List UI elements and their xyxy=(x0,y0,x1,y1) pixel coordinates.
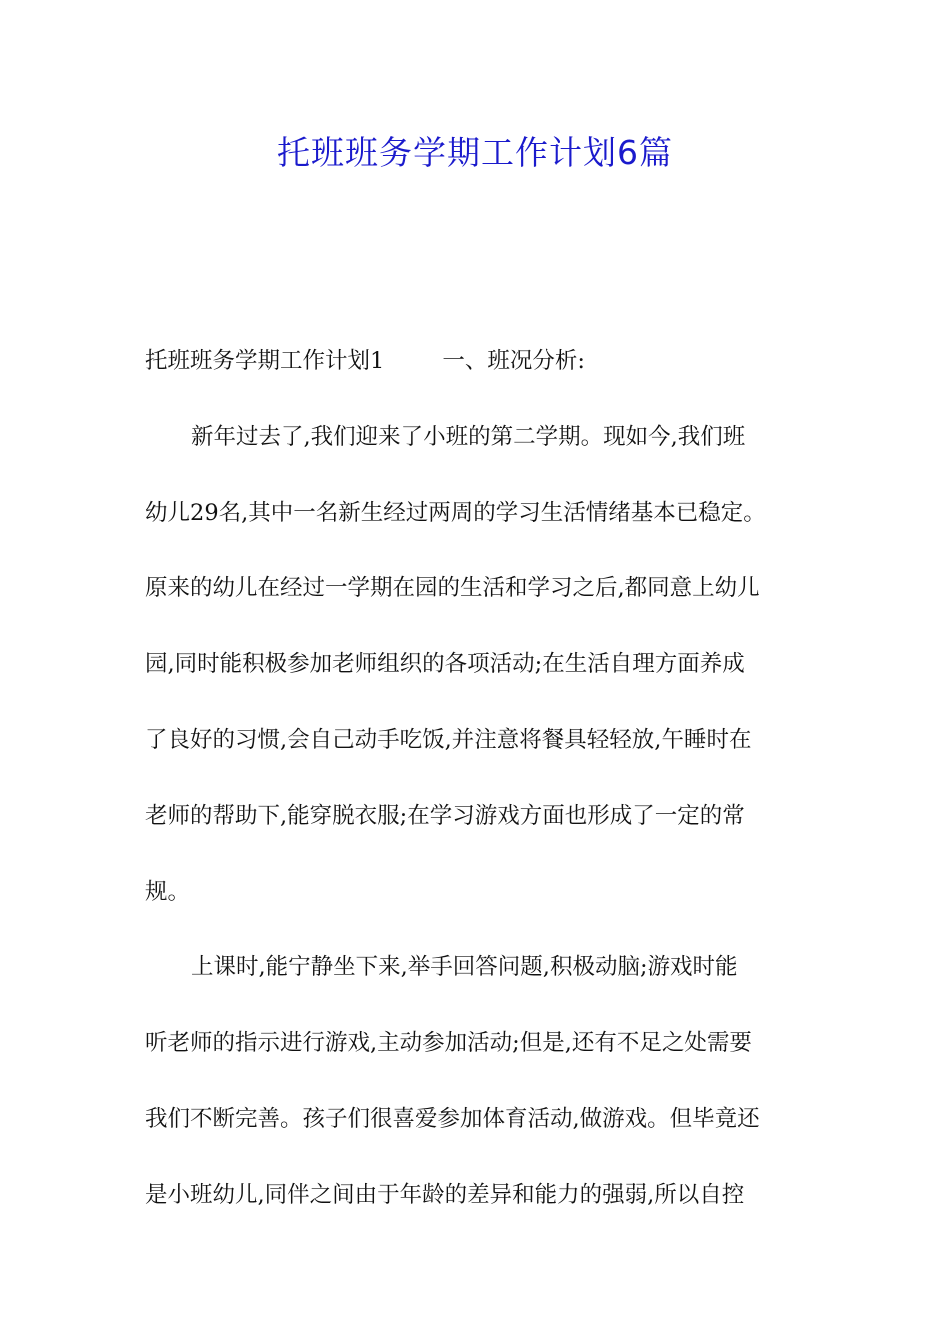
paragraph-line: 老师的帮助下,能穿脱衣服;在学习游戏方面也形成了一定的常 xyxy=(145,802,745,829)
document-body xyxy=(145,341,815,1251)
subsection-heading: 一、班况分析: xyxy=(442,348,585,374)
paragraph-line: 是小班幼儿,同伴之间由于年龄的差异和能力的强弱,所以自控 xyxy=(145,1181,745,1208)
paragraph-line: 规。 xyxy=(145,878,191,905)
paragraph-line: 原来的幼儿在经过一学期在园的生活和学习之后,都同意上幼儿 xyxy=(145,575,760,602)
paragraph-line: 我们不断完善。孩子们很喜爱参加体育活动,做游戏。但毕竟还 xyxy=(145,1105,760,1132)
paragraph-line: 园,同时能积极参加老师组织的各项活动;在生活自理方面养成 xyxy=(145,651,745,678)
section-heading-line xyxy=(145,341,815,417)
paragraph-line: 了良好的习惯,会自己动手吃饭,并注意将餐具轻轻放,午睡时在 xyxy=(145,726,752,753)
section-heading: 托班班务学期工作计划1 xyxy=(145,348,385,374)
paragraph-line: 新年过去了,我们迎来了小班的第二学期。现如今,我们班 xyxy=(191,423,746,450)
paragraph-line: 听老师的指示进行游戏,主动参加活动;但是,还有不足之处需要 xyxy=(145,1030,752,1057)
paragraph-2 xyxy=(145,947,815,1250)
paragraph-1 xyxy=(145,417,815,948)
document-title: 托班班务学期工作计划6篇 xyxy=(277,133,673,172)
paragraph-line: 幼儿29名,其中一名新生经过两周的学习生活情绪基本已稳定。 xyxy=(145,499,766,526)
paragraph-line: 上课时,能宁静坐下来,举手回答问题,积极动脑;游戏时能 xyxy=(191,954,738,981)
